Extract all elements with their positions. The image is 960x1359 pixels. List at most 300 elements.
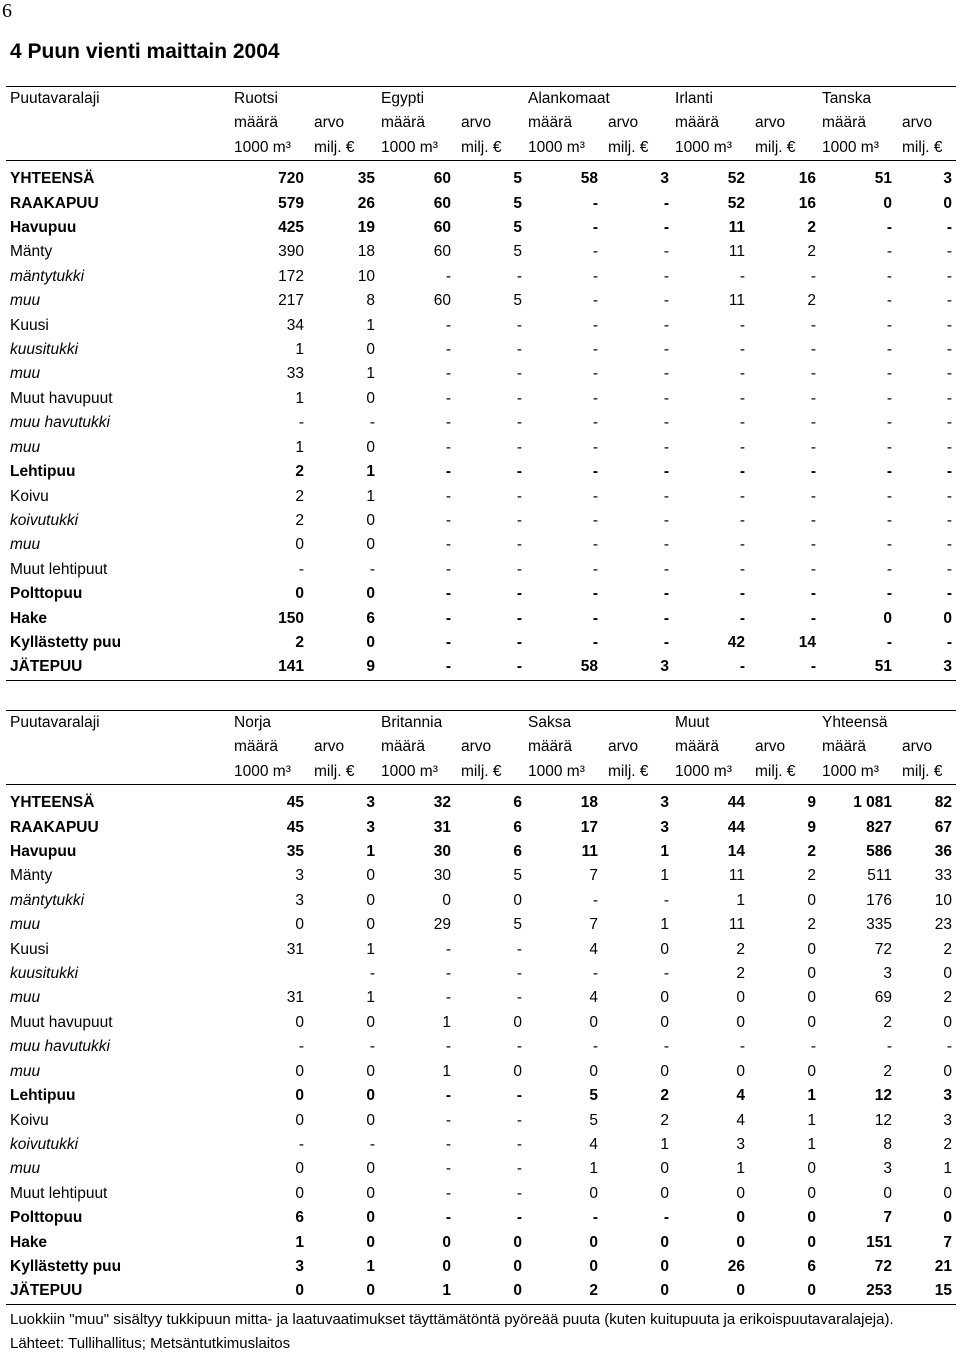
- table-cell: 0: [736, 989, 746, 1007]
- table-cell: 0: [660, 1233, 670, 1251]
- table-cell: 58: [526, 655, 602, 680]
- table-cell: -: [946, 389, 953, 407]
- table-cell: 51: [874, 170, 893, 188]
- header-row-measures: [6, 111, 956, 135]
- table-cell: 2: [295, 511, 304, 529]
- table-cell: 0: [366, 1087, 376, 1105]
- row-label: JÄTEPUU: [6, 1279, 232, 1304]
- table-cell: 17: [580, 818, 599, 836]
- table-row: [6, 1084, 956, 1108]
- table-cell: -: [886, 341, 893, 359]
- table-cell: 5: [589, 1087, 599, 1105]
- table-cell: 5: [513, 194, 522, 212]
- table-cell: 2: [883, 1062, 893, 1080]
- table-cell: -: [663, 1038, 670, 1056]
- table-cell: 29: [433, 916, 452, 934]
- table-cell: 0: [749, 1279, 820, 1304]
- country-header: Yhteensä: [820, 711, 956, 736]
- table-cell: 36: [934, 843, 953, 861]
- table-cell: 0: [660, 989, 670, 1007]
- table-cell: -: [516, 965, 523, 983]
- unit-header: milj. €: [896, 760, 956, 785]
- row-label: kuusitukki: [10, 965, 79, 983]
- header-row-countries: [6, 711, 956, 736]
- table-row: [6, 533, 956, 557]
- table-cell: 2: [807, 292, 817, 310]
- table-cell: 35: [286, 843, 304, 861]
- table-row: [6, 791, 956, 815]
- row-label: Muut havupuut: [10, 1013, 113, 1031]
- table-cell: -: [663, 536, 670, 554]
- table-cell: 9: [807, 818, 817, 836]
- table-cell: 4: [736, 1087, 746, 1105]
- table-cell: 8: [883, 1135, 893, 1153]
- row-label: RAAKAPUU: [10, 818, 99, 836]
- table-cell: -: [749, 655, 820, 680]
- table-cell: 67: [934, 818, 953, 836]
- table-cell: 1: [807, 1111, 817, 1129]
- table-cell: 0: [366, 1111, 376, 1129]
- table-cell: 579: [278, 194, 304, 212]
- table-cell: -: [516, 1038, 523, 1056]
- table-cell: -: [886, 585, 893, 603]
- table-cell: 425: [278, 219, 304, 237]
- table-cell: 1: [589, 1160, 599, 1178]
- table-cell: 0: [366, 1160, 376, 1178]
- table-cell: 35: [357, 170, 375, 188]
- table-cell: 2: [660, 1087, 670, 1105]
- table-cell: 2: [295, 463, 304, 481]
- table-cell: 6: [513, 818, 523, 836]
- table-cell: -: [592, 292, 598, 310]
- country-header: Britannia: [379, 711, 526, 736]
- table-cell: -: [946, 341, 953, 359]
- table-cell: 1: [442, 1062, 452, 1080]
- unit-header: milj. €: [455, 136, 526, 161]
- table-cell: -: [592, 267, 598, 285]
- table-cell: -: [592, 243, 598, 261]
- table-cell: -: [886, 463, 893, 481]
- table-row: [6, 1060, 956, 1084]
- table-cell: -: [886, 560, 893, 578]
- unit-header: milj. €: [749, 760, 820, 785]
- table-cell: 390: [278, 243, 304, 261]
- table-cell: -: [886, 243, 893, 261]
- table-cell: 0: [589, 1013, 599, 1031]
- table-cell: 0: [366, 1013, 376, 1031]
- table-cell: -: [445, 560, 451, 578]
- table-cell: 0: [366, 536, 375, 554]
- table-cell: 42: [727, 633, 746, 651]
- table-cell: 1: [366, 316, 375, 334]
- table-cell: 72: [874, 1257, 893, 1275]
- table-cell: -: [516, 940, 523, 958]
- table-cell: -: [663, 585, 670, 603]
- row-label: kuusitukki: [10, 341, 79, 359]
- table-cell: -: [886, 316, 893, 334]
- table-cell: 30: [433, 843, 452, 861]
- table-cell: 0: [660, 1160, 670, 1178]
- table-cell: 72: [874, 940, 893, 958]
- table-cell: -: [445, 1038, 452, 1056]
- table-cell: 11: [728, 219, 746, 237]
- table-cell: -: [516, 341, 522, 359]
- unit-header: 1000 m³: [673, 760, 749, 785]
- table-cell: -: [592, 585, 598, 603]
- row-label: Hake: [10, 609, 48, 627]
- table-cell: 0: [736, 1184, 746, 1202]
- table-cell: 0: [366, 341, 375, 359]
- table-cell: -: [516, 1209, 523, 1227]
- table-cell: -: [516, 511, 522, 529]
- measure-header: määrä: [822, 114, 866, 132]
- measure-header: määrä: [675, 114, 719, 132]
- table-cell: 0: [943, 965, 953, 983]
- table-cell: -: [592, 438, 598, 456]
- measure-header: määrä: [528, 114, 572, 132]
- row-label: muu: [10, 292, 41, 310]
- header-row-units: [6, 136, 956, 161]
- table-cell: 30: [433, 867, 452, 885]
- table-cell: -: [445, 536, 451, 554]
- table-cell: 6: [513, 843, 523, 861]
- table-cell: 60: [433, 219, 451, 237]
- table-cell: 0: [366, 1209, 376, 1227]
- table-row: [6, 362, 956, 386]
- table-cell: -: [663, 316, 670, 334]
- table-cell: -: [445, 1160, 452, 1178]
- table-cell: -: [516, 316, 522, 334]
- table-cell: -: [886, 511, 893, 529]
- table-cell: 3: [366, 818, 376, 836]
- table-cell: 1: [660, 867, 670, 885]
- table-cell: 1: [736, 1160, 746, 1178]
- measure-header: määrä: [822, 738, 866, 756]
- table-cell: -: [445, 965, 452, 983]
- table-cell: 0: [295, 916, 304, 934]
- table-cell: -: [946, 219, 953, 237]
- table-cell: 1: [660, 916, 670, 934]
- table-cell: 0: [366, 585, 375, 603]
- table-cell: 31: [286, 989, 304, 1007]
- table-cell: 31: [286, 940, 304, 958]
- export-table-2: [6, 710, 956, 1305]
- table-cell: 0: [660, 1013, 670, 1031]
- table-row: [6, 582, 956, 606]
- table-cell: 9: [807, 794, 817, 812]
- table-cell: 2: [807, 843, 817, 861]
- row-label: mäntytukki: [10, 267, 85, 285]
- header-spacer: [6, 111, 232, 135]
- table-cell: -: [516, 463, 522, 481]
- table-cell: -: [946, 633, 953, 651]
- table-cell: 16: [798, 194, 817, 212]
- table-row: [6, 840, 956, 864]
- table-cell: 0: [807, 989, 817, 1007]
- table-cell: 32: [433, 794, 452, 812]
- table-cell: 6: [513, 794, 523, 812]
- table-cell: 150: [278, 609, 304, 627]
- measure-header: arvo: [314, 738, 345, 756]
- table-cell: 11: [728, 243, 746, 261]
- table-cell: -: [592, 560, 598, 578]
- table-cell: -: [298, 1135, 304, 1153]
- table-cell: -: [516, 414, 522, 432]
- table-cell: -: [810, 414, 817, 432]
- row-label: Lehtipuu: [10, 1087, 76, 1105]
- table-cell: 141: [232, 655, 308, 680]
- table-cell: 0: [295, 1160, 304, 1178]
- table-cell: 0: [736, 1062, 746, 1080]
- table-cell: 4: [589, 940, 599, 958]
- table-row: [6, 938, 956, 962]
- table-row: [6, 265, 956, 289]
- table-cell: -: [516, 267, 522, 285]
- table-cell: 0: [943, 1062, 953, 1080]
- table-cell: -: [810, 341, 817, 359]
- table-cell: -: [663, 292, 670, 310]
- row-label: muu havutukki: [10, 414, 110, 432]
- table-cell: -: [946, 365, 953, 383]
- table-cell: 3: [295, 867, 304, 885]
- row-label: Polttopuu: [10, 1209, 83, 1227]
- table-cell: 0: [943, 609, 953, 627]
- table-cell: -: [663, 267, 670, 285]
- table-cell: 5: [589, 1111, 599, 1129]
- table-cell: 0: [589, 1184, 599, 1202]
- table-row: [6, 460, 956, 484]
- table-cell: -: [445, 487, 451, 505]
- table-cell: 3: [943, 1087, 953, 1105]
- country-header: Egypti: [379, 87, 526, 112]
- table-cell: 0: [807, 1209, 817, 1227]
- unit-header: 1000 m³: [673, 136, 749, 161]
- table-cell: 23: [934, 916, 953, 934]
- table-cell: 0: [366, 891, 376, 909]
- table-cell: -: [886, 1038, 893, 1056]
- table-cell: -: [739, 365, 746, 383]
- table-cell: 10: [357, 267, 375, 285]
- table-cell: 34: [286, 316, 304, 334]
- table-cell: -: [445, 585, 451, 603]
- table-cell: 12: [874, 1111, 893, 1129]
- table-cell: 0: [807, 940, 817, 958]
- table-cell: -: [739, 389, 746, 407]
- page-number: 6: [2, 0, 12, 22]
- table-cell: -: [739, 585, 746, 603]
- table-cell: -: [810, 609, 817, 627]
- header-row-measures: [6, 735, 956, 759]
- table-cell: 2: [295, 487, 304, 505]
- table-cell: 0: [513, 1062, 523, 1080]
- table-cell: 0: [295, 536, 304, 554]
- row-label: muu: [10, 438, 41, 456]
- table-cell: -: [739, 1038, 746, 1056]
- table-cell: 1: [366, 940, 376, 958]
- table-cell: 2: [526, 1279, 602, 1304]
- table-row: [6, 411, 956, 435]
- row-label: muu havutukki: [10, 1038, 110, 1056]
- table-cell: 827: [866, 818, 893, 836]
- table-row: [6, 509, 956, 533]
- table-cell: 0: [807, 1160, 817, 1178]
- row-label: mäntytukki: [10, 891, 85, 909]
- table-row: [6, 240, 956, 264]
- table-cell: 1 081: [853, 794, 893, 812]
- table-cell: -: [663, 365, 670, 383]
- table-cell: 0: [807, 1233, 817, 1251]
- table-row: [6, 864, 956, 888]
- table-cell: -: [298, 560, 304, 578]
- row-label: RAAKAPUU: [10, 194, 99, 212]
- table-cell: 6: [295, 1209, 304, 1227]
- table-cell: 45: [286, 818, 304, 836]
- row-label: Mänty: [10, 867, 53, 885]
- table-row: [6, 631, 956, 655]
- table-cell: -: [663, 560, 670, 578]
- table-cell: -: [516, 585, 522, 603]
- table-cell: -: [298, 414, 304, 432]
- table-row: [6, 1011, 956, 1035]
- table-cell: 0: [736, 1013, 746, 1031]
- table-cell: -: [445, 267, 451, 285]
- table-cell: -: [663, 219, 670, 237]
- table-cell: 1: [366, 1257, 376, 1275]
- table-cell: -: [810, 487, 817, 505]
- unit-header: 1000 m³: [232, 760, 308, 785]
- table-cell: -: [592, 633, 598, 651]
- table-cell: -: [369, 414, 375, 432]
- table-cell: 0: [366, 1062, 376, 1080]
- table-cell: -: [445, 438, 451, 456]
- table-cell: 3: [295, 1257, 304, 1275]
- row-label: Havupuu: [10, 843, 77, 861]
- unit-header: 1000 m³: [379, 136, 455, 161]
- table-row: [6, 655, 956, 680]
- table-cell: 9: [308, 655, 379, 680]
- unit-header: milj. €: [308, 760, 379, 785]
- table-cell: 0: [807, 965, 817, 983]
- row-label: Kuusi: [10, 316, 49, 334]
- table-cell: 11: [581, 843, 599, 861]
- measure-header: määrä: [381, 738, 425, 756]
- table-cell: 0: [232, 1279, 308, 1304]
- table-cell: 0: [943, 1013, 953, 1031]
- table-cell: 1: [736, 891, 746, 909]
- table-cell: 44: [727, 818, 746, 836]
- table-cell: 5: [513, 170, 522, 188]
- table-cell: -: [886, 365, 893, 383]
- unit-header: milj. €: [308, 136, 379, 161]
- measure-header: määrä: [675, 738, 719, 756]
- table-row: [6, 216, 956, 240]
- table-cell: -: [946, 243, 953, 261]
- table-row: [6, 1206, 956, 1230]
- table-cell: 0: [883, 1184, 893, 1202]
- row-label: muu: [10, 1160, 41, 1178]
- row-label: Havupuu: [10, 219, 77, 237]
- country-header: Alankomaat: [526, 87, 673, 112]
- unit-header: 1000 m³: [232, 136, 308, 161]
- table-cell: 1: [366, 365, 375, 383]
- table-cell: -: [445, 1135, 452, 1153]
- country-header: Ruotsi: [232, 87, 379, 112]
- unit-header: 1000 m³: [526, 136, 602, 161]
- table-cell: 1: [442, 1013, 452, 1031]
- table-cell: -: [810, 463, 817, 481]
- table-cell: 0: [883, 609, 893, 627]
- table-cell: -: [886, 414, 893, 432]
- table-cell: -: [592, 365, 598, 383]
- table-cell: 82: [934, 794, 953, 812]
- table-cell: -: [516, 365, 522, 383]
- table-cell: 3: [660, 818, 670, 836]
- table-cell: 51: [820, 655, 896, 680]
- measure-header: arvo: [902, 738, 933, 756]
- table-cell: 0: [736, 1209, 746, 1227]
- table-cell: -: [592, 389, 598, 407]
- measure-header: määrä: [234, 114, 278, 132]
- table-cell: -: [663, 891, 670, 909]
- table-row: [6, 314, 956, 338]
- table-cell: -: [663, 194, 670, 212]
- table-cell: 3: [366, 794, 376, 812]
- table-cell: -: [445, 1111, 452, 1129]
- table-cell: 33: [286, 365, 304, 383]
- table-cell: -: [516, 560, 522, 578]
- table-cell: -: [516, 1111, 523, 1129]
- row-label: muu: [10, 365, 41, 383]
- unit-header: milj. €: [455, 760, 526, 785]
- row-label: koivutukki: [10, 511, 79, 529]
- table-cell: 26: [357, 194, 375, 212]
- table-cell: -: [739, 487, 746, 505]
- table-cell: 172: [278, 267, 304, 285]
- header-spacer: [6, 760, 232, 785]
- table-cell: 0: [295, 1087, 304, 1105]
- table-cell: -: [592, 487, 598, 505]
- table-cell: -: [886, 536, 893, 554]
- table-cell: -: [516, 536, 522, 554]
- table-cell: 0: [513, 891, 523, 909]
- table-cell: 45: [286, 794, 304, 812]
- table-cell: -: [592, 536, 598, 554]
- table-cell: 1: [295, 389, 304, 407]
- table-cell: 1: [807, 1135, 817, 1153]
- table-cell: 0: [660, 1184, 670, 1202]
- table-cell: -: [445, 1087, 452, 1105]
- table-cell: 0: [295, 1062, 304, 1080]
- table-cell: 0: [660, 1257, 670, 1275]
- table-cell: -: [663, 438, 670, 456]
- table-cell: 0: [807, 1062, 817, 1080]
- row-label: YHTEENSÄ: [10, 170, 95, 188]
- table-cell: 5: [513, 219, 522, 237]
- table-cell: 0: [660, 940, 670, 958]
- table-cell: 0: [308, 1279, 379, 1304]
- table-cell: -: [810, 1038, 817, 1056]
- table-cell: -: [516, 487, 522, 505]
- table-cell: 1: [295, 1233, 304, 1251]
- table-cell: 3: [883, 965, 893, 983]
- table-row: [6, 1157, 956, 1181]
- footnote: Luokkiin "muu" sisältyy tukkipuun mitta- ja laatuvaatimukset täyttämätöntä pyöreää puuta (kuten kuitupuuta ja erikoispuutavaralajeja).: [10, 1311, 894, 1328]
- table-cell: -: [810, 365, 817, 383]
- table-cell: 3: [660, 794, 670, 812]
- row-label: Koivu: [10, 487, 49, 505]
- table-cell: 12: [874, 1087, 893, 1105]
- table-cell: -: [663, 965, 670, 983]
